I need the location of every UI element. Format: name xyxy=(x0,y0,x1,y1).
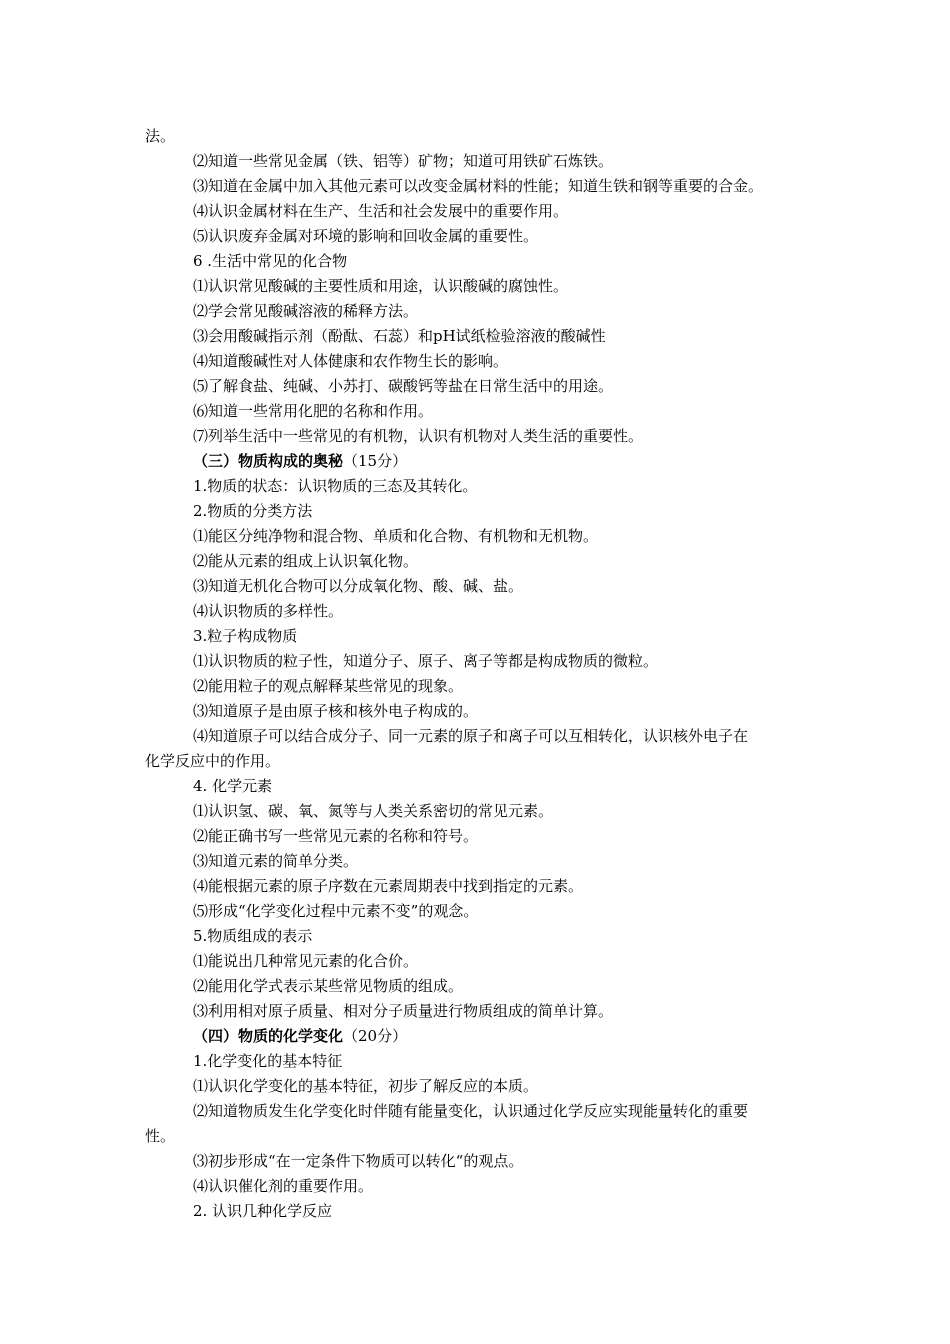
section-heading: 2. 认识几种化学反应 xyxy=(193,1202,333,1220)
section-heading: 5.物质组成的表示 xyxy=(193,927,313,945)
text-line: ⑷认识金属材料在生产、生活和社会发展中的重要作用。 xyxy=(193,202,569,220)
text-line: 1.物质的状态：认识物质的三态及其转化。 xyxy=(193,477,478,495)
text-line: 法。 xyxy=(145,127,176,145)
chapter-title: （三）物质构成的奥秘 xyxy=(193,452,344,470)
text-line: ⑴认识化学变化的基本特征，初步了解反应的本质。 xyxy=(193,1077,539,1095)
section-heading: 3.粒子构成物质 xyxy=(193,627,298,645)
text-line: ⑴认识物质的粒子性，知道分子、原子、离子等都是构成物质的微粒。 xyxy=(193,652,659,670)
text-line: ⑷知道原子可以结合成分子、同一元素的原子和离子可以互相转化，认识核外电子在 xyxy=(193,727,749,745)
section-heading: 4. 化学元素 xyxy=(193,777,273,795)
text-line: ⑸认识废弃金属对环境的影响和回收金属的重要性。 xyxy=(193,227,539,245)
text-line: ⑵能从元素的组成上认识氧化物。 xyxy=(193,552,419,570)
text-line: ⑵知道物质发生化学变化时伴随有能量变化，认识通过化学反应实现能量转化的重要 xyxy=(193,1102,749,1120)
text-line: ⑷能根据元素的原子序数在元素周期表中找到指定的元素。 xyxy=(193,877,584,895)
text-line: ⑴能说出几种常见元素的化合价。 xyxy=(193,952,419,970)
text-line: ⑶知道原子是由原子核和核外电子构成的。 xyxy=(193,702,479,720)
chapter-title: （四）物质的化学变化 xyxy=(193,1027,344,1045)
text-line: ⑷知道酸碱性对人体健康和农作物生长的影响。 xyxy=(193,352,509,370)
text-line: ⑵学会常见酸碱溶液的稀释方法。 xyxy=(193,302,419,320)
text-line: ⑷认识物质的多样性。 xyxy=(193,602,344,620)
text-line: ⑹知道一些常用化肥的名称和作用。 xyxy=(193,402,434,420)
text-line: ⑵知道一些常见金属（铁、铝等）矿物；知道可用铁矿石炼铁。 xyxy=(193,152,614,170)
text-line: ⑶初步形成“在一定条件下物质可以转化“的观点。 xyxy=(193,1152,524,1170)
text-line: 化学反应中的作用。 xyxy=(145,752,281,770)
text-line: ⑶知道元素的简单分类。 xyxy=(193,852,359,870)
text-line: ⑶知道无机化合物可以分成氧化物、酸、碱、盐。 xyxy=(193,577,524,595)
text-line: 性。 xyxy=(145,1127,176,1145)
text-line: ⑵能用化学式表示某些常见物质的组成。 xyxy=(193,977,464,995)
text-line: ⑵能用粒子的观点解释某些常见的现象。 xyxy=(193,677,464,695)
text-line: ⑵能正确书写一些常见元素的名称和符号。 xyxy=(193,827,479,845)
chapter-heading xyxy=(193,451,407,471)
section-heading: 1.化学变化的基本特征 xyxy=(193,1052,343,1070)
section-heading: 2.物质的分类方法 xyxy=(193,502,313,520)
text-line: ⑶会用酸碱指示剂（酚酞、石蕊）和pH试纸检验溶液的酸碱性 xyxy=(193,327,606,345)
text-line: ⑴能区分纯净物和混合物、单质和化合物、有机物和无机物。 xyxy=(193,527,599,545)
text-line: ⑸了解食盐、纯碱、小苏打、碳酸钙等盐在日常生活中的用途。 xyxy=(193,377,614,395)
text-line: ⑸形成“化学变化过程中元素不变”的观念。 xyxy=(193,902,479,920)
text-line: ⑷认识催化剂的重要作用。 xyxy=(193,1177,374,1195)
text-line: ⑶知道在金属中加入其他元素可以改变金属材料的性能；知道生铁和钢等重要的合金。 xyxy=(193,177,764,195)
text-line: ⑶利用相对原子质量、相对分子质量进行物质组成的简单计算。 xyxy=(193,1002,614,1020)
chapter-heading xyxy=(193,1026,407,1046)
section-heading: 6 .生活中常见的化合物 xyxy=(193,252,348,270)
text-line: ⑴认识氢、碳、氧、氮等与人类关系密切的常见元素。 xyxy=(193,802,554,820)
chapter-score: （20分） xyxy=(343,1027,408,1045)
text-line: ⑴认识常见酸碱的主要性质和用途，认识酸碱的腐蚀性。 xyxy=(193,277,569,295)
text-line: ⑺列举生活中一些常见的有机物，认识有机物对人类生活的重要性。 xyxy=(193,427,644,445)
chapter-score: （15分） xyxy=(343,452,408,470)
